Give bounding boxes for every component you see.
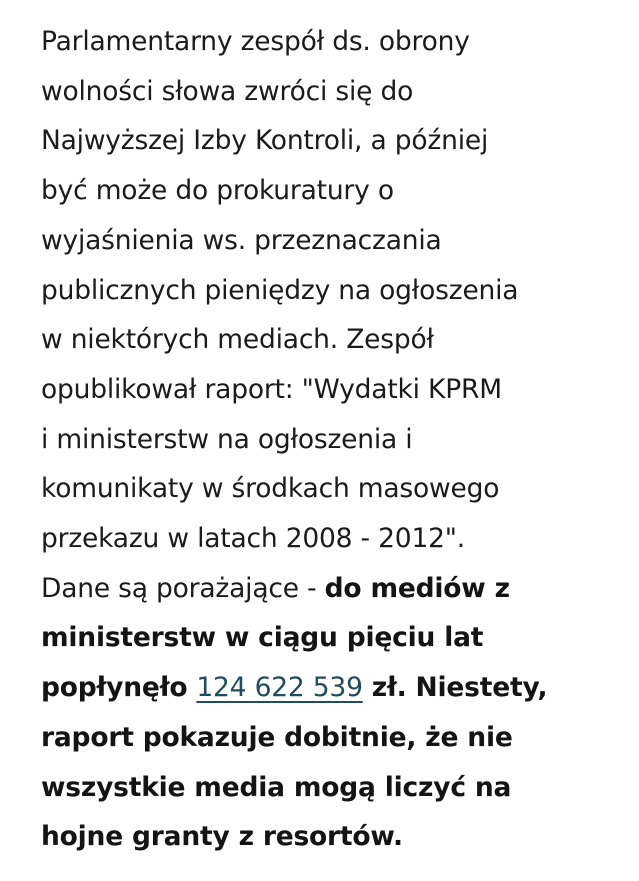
article-line-13: ministerstw w ciągu pięciu lat xyxy=(41,622,484,654)
article-line-2: wolności słowa zwróci się do xyxy=(41,75,414,107)
article-line-15: raport pokazuje dobitnie, że nie xyxy=(41,721,513,753)
article-line-1: Parlamentarny zespół ds. obrony xyxy=(41,26,470,57)
article-line-11: przekazu w latach 2008 - 2012". xyxy=(41,523,465,555)
article-line-3: Najwyższej Izby Kontroli, a później xyxy=(41,125,489,157)
article-line-9: i ministerstw na ogłoszenia i xyxy=(41,423,413,455)
article-line-14-pre: popłynęło xyxy=(41,672,197,704)
article-line-5: wyjaśnienia ws. przeznaczania xyxy=(41,224,442,256)
article-line-4: być może do prokuratury o xyxy=(41,175,394,207)
article-line-10: komunikaty w środkach masowego xyxy=(41,473,500,505)
article-line-14 xyxy=(41,663,621,713)
emphasis-text: do mediów z xyxy=(324,572,510,604)
article-line-8: opublikował raport: "Wydatki KPRM xyxy=(41,373,502,405)
article-line-12-text: Dane są porażające - xyxy=(41,572,325,604)
article-line-16: wszystkie media mogą liczyć na xyxy=(41,771,512,803)
amount-link[interactable]: 124 622 539 xyxy=(196,672,363,704)
article-line-6: publicznych pieniędzy na ogłoszenia xyxy=(41,274,519,306)
article-line-7: w niektórych mediach. Zespół xyxy=(41,324,434,356)
article-line-14-post: zł. Niestety, xyxy=(362,672,548,704)
article-line-12 xyxy=(41,564,621,614)
article-body xyxy=(41,17,621,862)
article-line-17: hojne granty z resortów. xyxy=(41,821,403,853)
